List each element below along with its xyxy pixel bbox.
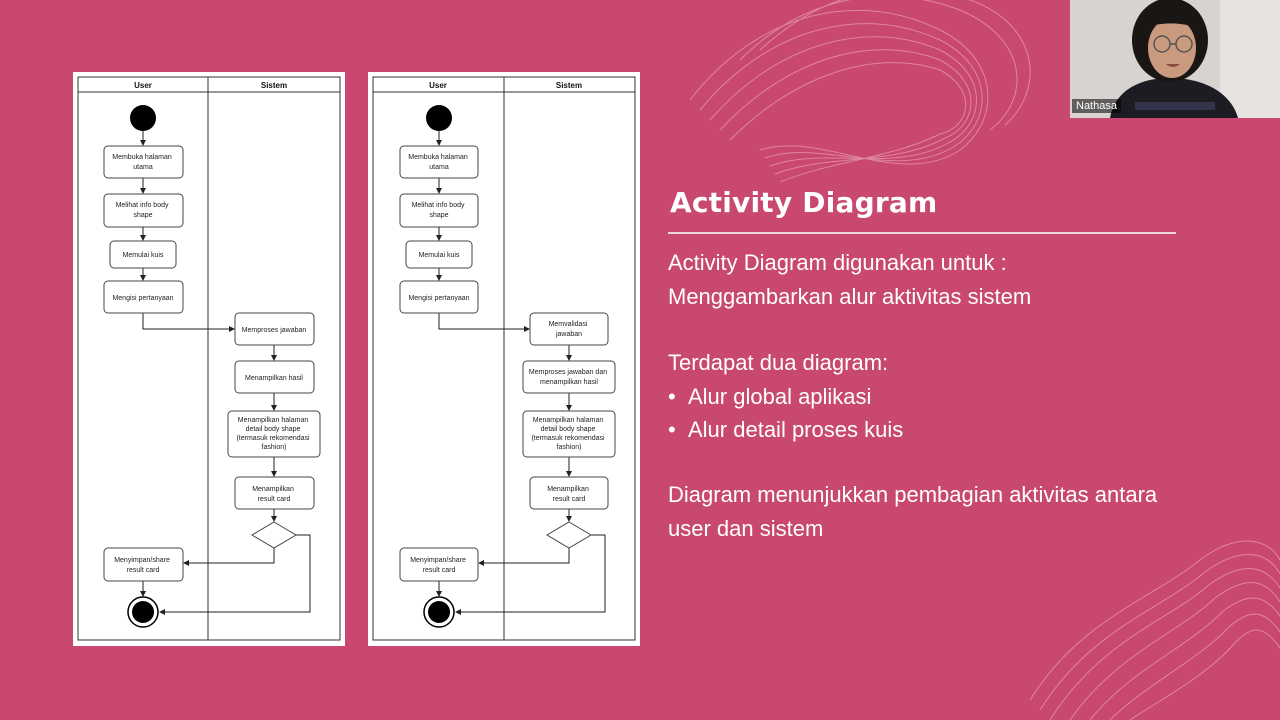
subheading: Terdapat dua diagram: <box>668 350 889 375</box>
step-system-4: Menampilkan result card <box>547 486 589 503</box>
action-node <box>235 477 314 509</box>
slide-title: Activity Diagram <box>670 186 938 219</box>
lane-header-system: Sistem <box>260 81 288 90</box>
closing-line: Diagram menunjukkan pembagian aktivitas antara <box>668 482 1158 507</box>
step-system-1: Memproses jawaban <box>241 327 307 334</box>
diagram-quiz-canvas <box>368 72 640 646</box>
closing-line: user dan sistem <box>668 516 824 541</box>
intro-line: Activity Diagram digunakan untuk : <box>668 250 1007 275</box>
step-user-final: Menyimpan/share result card <box>114 557 170 574</box>
bullet-list <box>668 380 1228 446</box>
step-system-1: Memvalidasi jawaban <box>548 321 588 338</box>
bullet-item: • Alur global aplikasi <box>668 380 1228 413</box>
start-node <box>130 105 156 131</box>
step-system-2: Menampilkan hasil <box>245 375 303 382</box>
decision-node <box>547 522 591 548</box>
lane-header-user: User <box>429 81 447 90</box>
action-node <box>400 146 478 178</box>
intro-line: Menggambarkan alur aktivitas sistem <box>668 284 1032 309</box>
step-system-3: Menampilkan halaman detail body shape (termasuk rekomendasi fashion) <box>236 417 310 451</box>
end-node <box>428 601 450 623</box>
action-node <box>104 548 183 581</box>
step-user-1: Membuka halaman utama <box>112 154 172 171</box>
lane-header-user: User <box>134 81 152 90</box>
step-user-final: Menyimpan/share result card <box>410 557 466 574</box>
closing-text <box>668 478 1228 546</box>
slide-content <box>668 186 1228 546</box>
activity-diagram-quiz <box>368 72 640 646</box>
intro-text <box>668 246 1228 314</box>
action-node <box>523 361 615 393</box>
start-node <box>426 105 452 131</box>
step-system-3: Menampilkan halaman detail body shape (termasuk rekomendasi fashion) <box>531 417 605 451</box>
step-system-4: Menampilkan result card <box>252 486 294 503</box>
title-divider <box>668 232 1176 234</box>
end-node <box>132 601 154 623</box>
step-user-1: Membuka halaman utama <box>408 154 468 171</box>
diagram-global-canvas <box>73 72 345 646</box>
action-node <box>104 194 183 227</box>
bullet-item: • Alur detail proses kuis <box>668 413 1228 446</box>
step-user-3: Memulai kuis <box>418 252 460 259</box>
decision-node <box>252 522 296 548</box>
participant-name: Nathasa <box>1072 99 1121 113</box>
step-user-2: Melihat info body shape <box>411 202 465 219</box>
action-node <box>530 313 608 345</box>
action-node <box>530 477 608 509</box>
step-user-2: Melihat info body shape <box>115 202 169 219</box>
action-node <box>400 548 478 581</box>
action-node <box>104 146 183 178</box>
step-user-4: Mengisi pertanyaan <box>112 295 174 302</box>
step-system-2: Memproses jawaban dan menampilkan hasil <box>528 369 608 386</box>
step-user-4: Mengisi pertanyaan <box>408 295 470 302</box>
action-node <box>400 194 478 227</box>
lane-header-system: Sistem <box>555 81 583 90</box>
step-user-3: Memulai kuis <box>122 252 164 259</box>
activity-diagram-global <box>73 72 345 646</box>
